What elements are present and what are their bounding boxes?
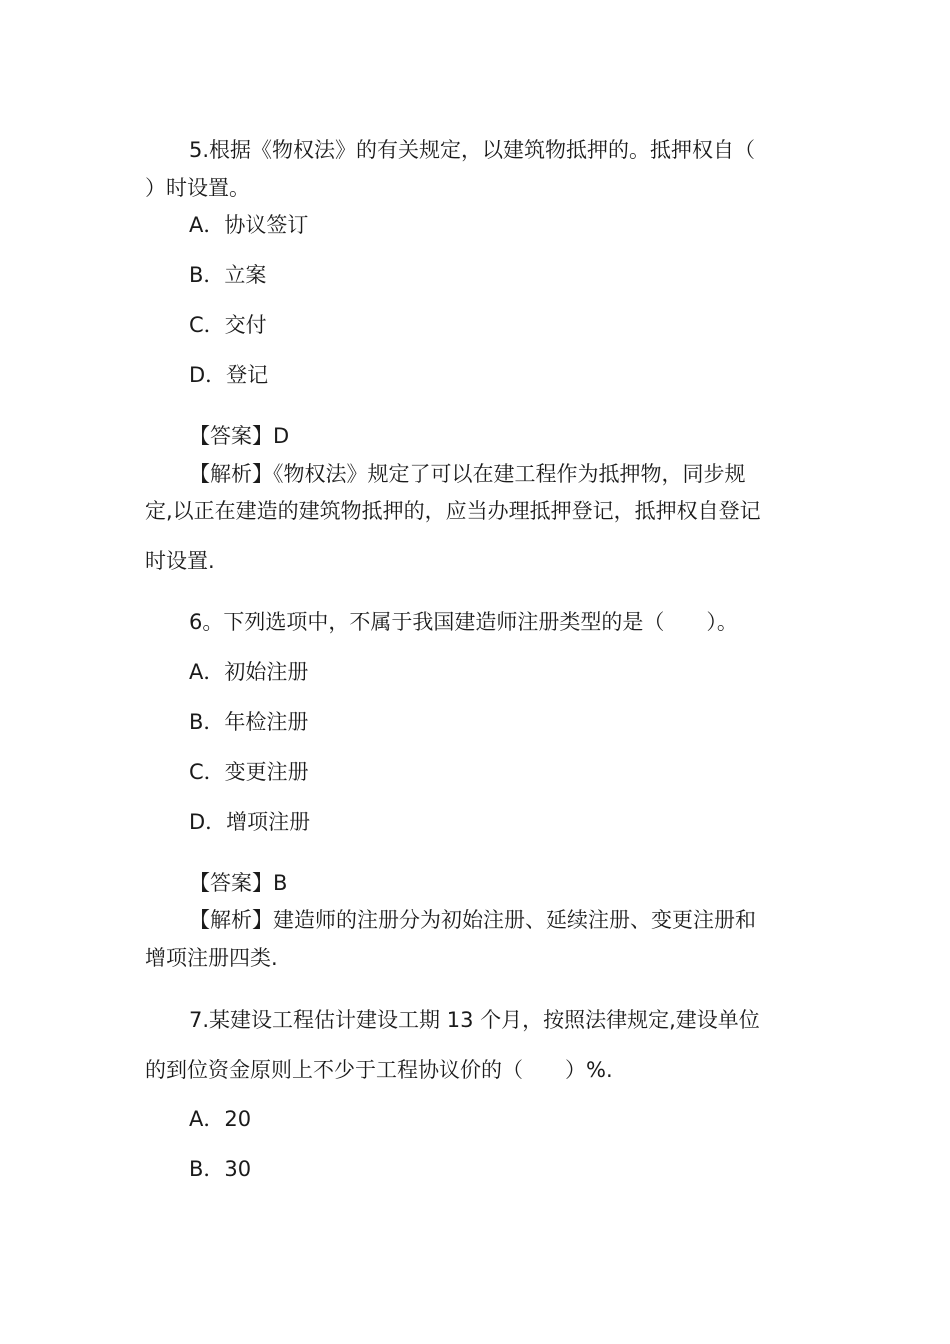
question-5-option-c: C．交付	[189, 313, 267, 337]
question-5-analysis-line-3: 时设置.	[145, 549, 215, 573]
question-6-stem-line-1: 6。下列选项中，不属于我国建造师注册类型的是（ ）。	[189, 610, 738, 634]
question-5-stem-line-1: 5.根据《物权法》的有关规定，以建筑物抵押的。抵押权自（	[189, 138, 756, 162]
question-5-answer: 【答案】D	[189, 424, 290, 448]
question-6-option-a: A．初始注册	[189, 660, 309, 684]
question-6-option-c: C．变更注册	[189, 760, 309, 784]
question-5-stem-line-2: ）时设置。	[145, 176, 250, 200]
question-5-option-a: A．协议签订	[189, 213, 309, 237]
question-7-stem-line-2: 的到位资金原则上不少于工程协议价的（ ）%.	[145, 1058, 613, 1082]
question-7-option-a: A．20	[189, 1107, 252, 1131]
question-6-analysis-line-1: 【解析】建造师的注册分为初始注册、延续注册、变更注册和	[189, 908, 756, 932]
question-5-option-b: B．立案	[189, 263, 267, 287]
question-5-option-d: D．登记	[189, 363, 269, 387]
question-5-analysis-line-1: 【解析】《物权法》规定了可以在建工程作为抵押物，同步规	[189, 462, 746, 486]
question-5-analysis-line-2: 定,以正在建造的建筑物抵押的，应当办理抵押登记，抵押权自登记	[145, 499, 761, 523]
question-6-option-b: B．年检注册	[189, 710, 309, 734]
question-7-option-b: B．30	[189, 1157, 252, 1181]
question-7-stem-line-1: 7.某建设工程估计建设工期 13 个月，按照法律规定,建设单位	[189, 1008, 760, 1032]
question-6-answer: 【答案】B	[189, 871, 288, 895]
question-6-analysis-line-2: 增项注册四类.	[145, 946, 278, 970]
question-6-option-d: D．增项注册	[189, 810, 311, 834]
